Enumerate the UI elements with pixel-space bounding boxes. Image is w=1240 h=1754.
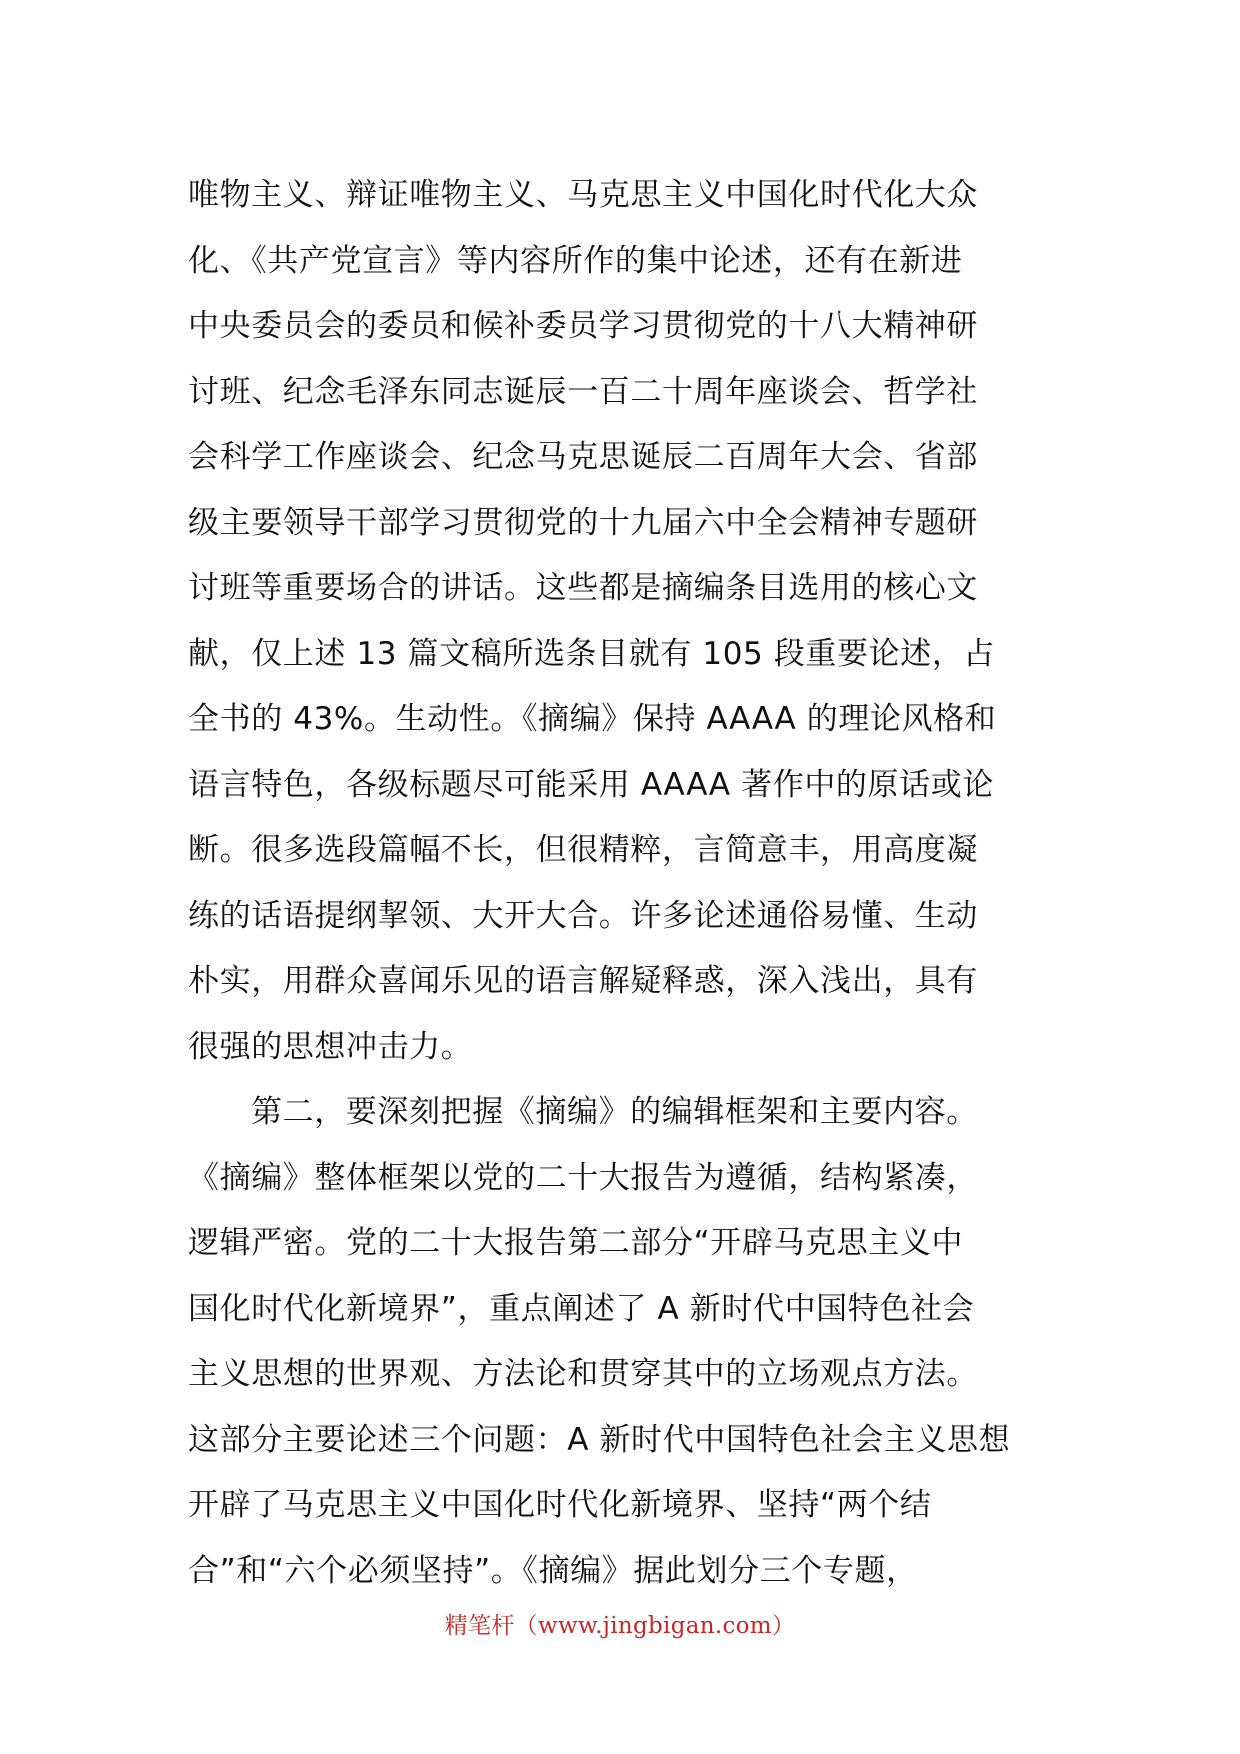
text-line: 国化时代化新境界”，重点阐述了 A 新时代中国特色社会 [188,1290,975,1327]
text-line: 《摘编》整体框架以党的二十大报告为遵循，结构紧凑， [188,1159,978,1196]
text-line: 很强的思想冲击力。 [188,1028,473,1065]
text-line: 唯物主义、辩证唯物主义、马克思主义中国化时代化大众 [188,177,978,213]
text-line: 断。很多选段篇幅不长，但很精粹，言简意丰，用高度凝 [188,832,978,868]
text-line: 开辟了马克思主义中国化时代化新境界、坚持“两个结 [188,1487,932,1523]
text-line: 第二，要深刻把握《摘编》的编辑框架和主要内容。 [251,1094,978,1130]
text-line: 全书的 43%。生动性。《摘编》保持 AAAA 的理论风格和 [188,701,997,737]
text-line: 献，仅上述 13 篇文稿所选条目就有 105 段重要论述，占 [188,635,996,672]
text-line: 会科学工作座谈会、纪念马克思诞辰二百周年大会、省部 [188,439,978,475]
text-line: 逻辑严密。党的二十大报告第二部分“开辟马克思主义中 [188,1225,964,1261]
text-line: 化、《共产党宣言》等内容所作的集中论述，还有在新进 [188,242,963,279]
text-line: 主义思想的世界观、方法论和贯穿其中的立场观点方法。 [188,1356,978,1392]
text-line: 这部分主要论述三个问题：A 新时代中国特色社会主义思想 [188,1421,1011,1458]
text-line: 语言特色，各级标题尽可能采用 AAAA 著作中的原话或论 [188,766,994,803]
text-line: 合”和“六个必须坚持”。《摘编》据此划分三个专题， [188,1552,918,1589]
footer-watermark[interactable]: 精笔杆（www.jingbigan.com） [444,1613,796,1639]
text-line: 讨班等重要场合的讲话。这些都是摘编条目选用的核心文 [188,570,978,606]
text-line: 练的话语提纲挈领、大开大合。许多论述通俗易懂、生动 [188,897,978,934]
text-line: 级主要领导干部学习贯彻党的十九届六中全会精神专题研 [188,504,978,541]
text-line: 中央委员会的委员和候补委员学习贯彻党的十八大精神研 [188,308,978,344]
text-line: 讨班、纪念毛泽东同志诞辰一百二十周年座谈会、哲学社 [188,373,978,410]
body-text [188,163,1068,1604]
text-line: 朴实，用群众喜闻乐见的语言解疑释惑，深入浅出，具有 [188,963,978,999]
